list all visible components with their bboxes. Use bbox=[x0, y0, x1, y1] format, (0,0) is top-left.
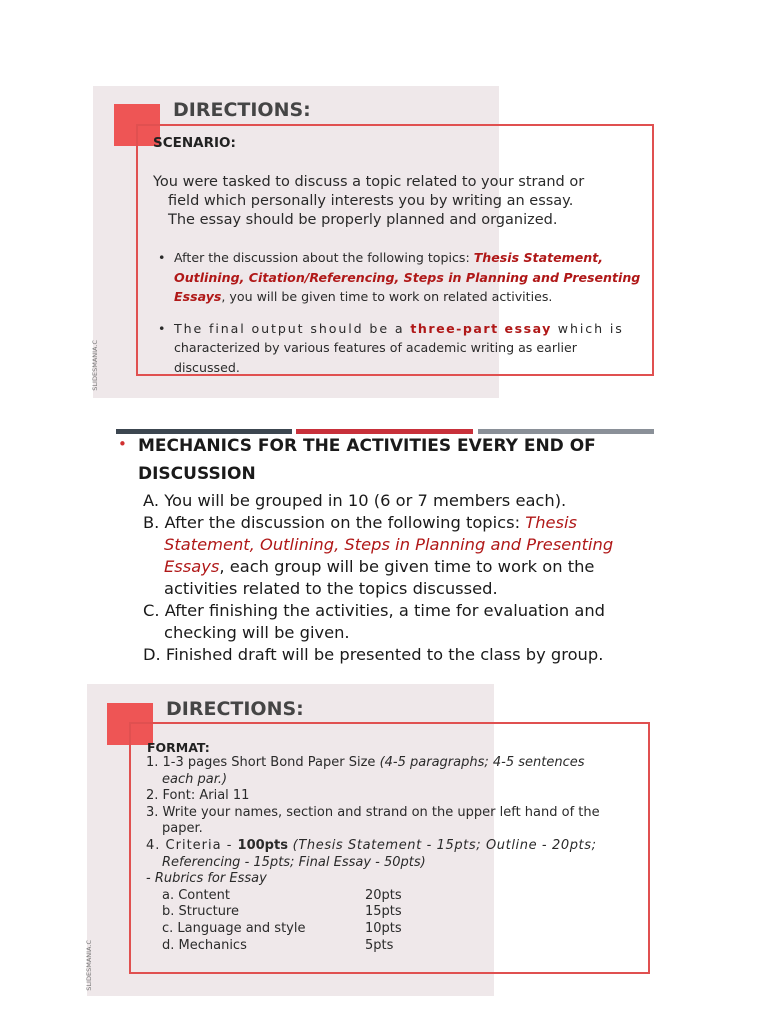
bullet2-line2: characterized by various features of academic writing as earlier bbox=[174, 340, 577, 355]
item-b-prefix: B. After the discussion on the following topics: bbox=[143, 513, 526, 532]
rubric-row bbox=[146, 938, 641, 955]
mechanics-item-b-line2: Statement, Outlining, Steps in Planning and Presenting bbox=[164, 535, 614, 554]
scenario-paragraph bbox=[153, 173, 648, 230]
bullet1-red-3: Essays bbox=[174, 289, 222, 304]
bullet1-prefix: After the discussion about the following topics: bbox=[174, 250, 474, 265]
slide2-heading-bullet: • bbox=[118, 435, 127, 453]
item4-italic: (Thesis Statement - 15pts; Outline - 20pts; bbox=[287, 837, 597, 853]
item1-italic: (4-5 paragraphs; 4-5 sentences bbox=[379, 755, 585, 770]
rubric-label: b. Structure bbox=[162, 904, 239, 920]
format-item-4 bbox=[146, 838, 641, 855]
mechanics-item-d: D. Finished draft will be presented to the class by group. bbox=[143, 645, 604, 664]
slide1-bullet-list bbox=[158, 248, 648, 377]
format-item-4-line2: Referencing - 15pts; Final Essay - 50pts) bbox=[162, 854, 426, 870]
scenario-line-1: You were tasked to discuss a topic related to your strand or bbox=[153, 174, 585, 190]
mechanics-list bbox=[143, 490, 643, 666]
bullet-topics bbox=[158, 248, 648, 307]
rubric-row bbox=[146, 921, 641, 938]
mechanics-item-b-line1 bbox=[143, 512, 643, 534]
bullet-final-output bbox=[158, 319, 648, 378]
item-b-rest-3: , each group will be given time to work on the bbox=[219, 557, 595, 576]
bullet2-line3: discussed. bbox=[174, 359, 240, 375]
rubric-points: 10pts bbox=[365, 920, 402, 936]
format-item-2: 2. Font: Arial 11 bbox=[146, 788, 250, 804]
format-item-1 bbox=[146, 755, 641, 772]
rubric-label: c. Language and style bbox=[162, 920, 306, 936]
heading-line-1: MECHANICS FOR THE ACTIVITIES EVERY END OF bbox=[138, 436, 596, 456]
bullet2-suffix: which is bbox=[551, 320, 624, 336]
item4-prefix: 4. Criteria - bbox=[146, 837, 238, 853]
scenario-line-3: The essay should be properly planned and organized. bbox=[168, 212, 558, 228]
item1-prefix: 1. 1-3 pages Short Bond Paper Size bbox=[146, 755, 380, 770]
item4-bold: 100pts bbox=[237, 837, 288, 853]
scenario-line-2: field which personally interests you by writing an essay. bbox=[168, 193, 574, 209]
rubric-row bbox=[146, 904, 641, 921]
mechanics-item-c-line2: checking will be given. bbox=[164, 623, 350, 642]
mechanics-item-a: A. You will be grouped in 10 (6 or 7 members each). bbox=[143, 491, 567, 510]
item-b-red-3: Essays bbox=[164, 557, 220, 576]
rubric-label: d. Mechanics bbox=[162, 937, 247, 953]
heading-line-2: DISCUSSION bbox=[138, 464, 256, 484]
rubric-points: 5pts bbox=[365, 937, 394, 953]
mechanics-item-c-line1: C. After finishing the activities, a time for evaluation and bbox=[143, 601, 606, 620]
bullet2-red: three-part essay bbox=[410, 320, 552, 336]
bullet-dot: • bbox=[158, 250, 166, 265]
format-item-3-line2: paper. bbox=[162, 821, 203, 837]
bullet1-red-1: Thesis Statement, bbox=[473, 250, 604, 265]
mechanics-item-b-line3 bbox=[143, 556, 643, 578]
mechanics-item-b-line4: activities related to the topics discussed. bbox=[164, 579, 498, 598]
slide2-heading bbox=[138, 432, 638, 488]
format-item-3-line1: 3. Write your names, section and strand on the upper left hand of the bbox=[146, 804, 600, 820]
slide3-watermark: SLIDESMANIA.C bbox=[85, 940, 93, 991]
format-list bbox=[146, 755, 641, 954]
bullet1-red-2: Outlining, Citation/Referencing, Steps in Planning and Presenting bbox=[174, 269, 641, 285]
bullet1-suffix: , you will be given time to work on related activities. bbox=[221, 289, 553, 304]
rubrics-label: - Rubrics for Essay bbox=[146, 871, 267, 887]
item-b-red-1: Thesis bbox=[525, 513, 578, 532]
rubric-points: 15pts bbox=[365, 904, 402, 920]
scenario-label: SCENARIO: bbox=[153, 135, 236, 151]
format-label: FORMAT: bbox=[147, 740, 210, 755]
rubric-points: 20pts bbox=[365, 887, 402, 903]
slide3-title: DIRECTIONS: bbox=[166, 698, 304, 720]
slide1-watermark: SLIDESMANIA.C bbox=[91, 340, 99, 391]
rubric-row bbox=[146, 888, 641, 905]
slide1-title: DIRECTIONS: bbox=[173, 99, 311, 121]
rubric-label: a. Content bbox=[162, 887, 230, 903]
bullet2-prefix: The final output should be a bbox=[174, 320, 411, 336]
format-item-1-line2: each par.) bbox=[162, 771, 228, 787]
bullet-dot: • bbox=[158, 320, 166, 336]
